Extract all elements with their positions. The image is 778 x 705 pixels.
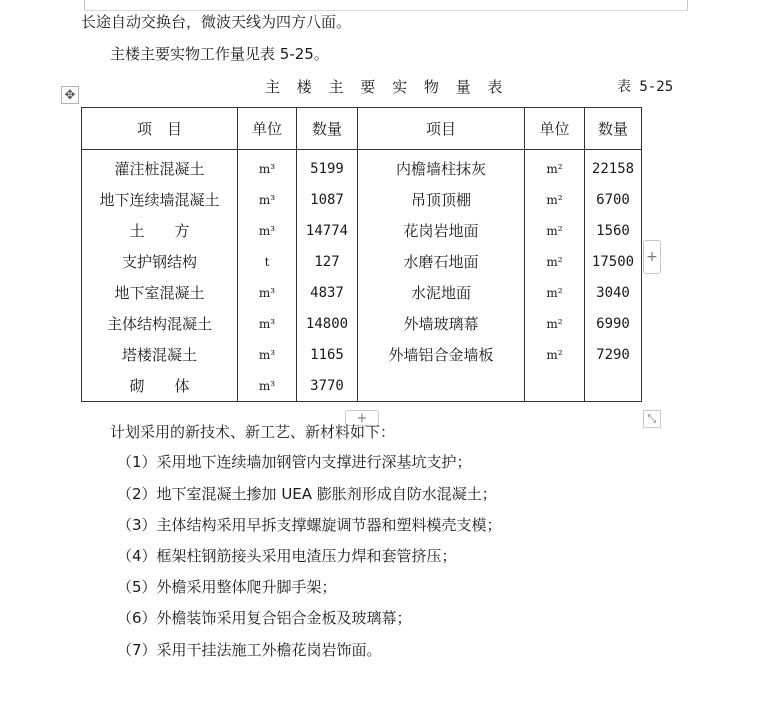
page-edge-right bbox=[687, 0, 688, 10]
cell-unit-left[interactable]: t bbox=[238, 246, 297, 277]
plan-item: （2）地下室混凝土掺加 UEA 膨胀剂形成自防水混凝土； bbox=[117, 485, 497, 503]
cell-item-left[interactable]: 地下室混凝土 bbox=[82, 277, 238, 308]
cell-qty-left[interactable]: 127 bbox=[297, 246, 358, 277]
cell-item-right[interactable]: 吊顶顶棚 bbox=[358, 184, 525, 215]
cell-qty-left[interactable]: 14774 bbox=[297, 215, 358, 246]
plan-item: （5）外檐采用整体爬升脚手架； bbox=[117, 578, 337, 596]
header-item-2[interactable]: 项目 bbox=[358, 108, 525, 150]
cell-unit-left[interactable]: m³ bbox=[238, 277, 297, 308]
cell-unit-right[interactable]: m² bbox=[525, 308, 585, 339]
cell-unit-left[interactable]: m³ bbox=[238, 215, 297, 246]
plan-item: （6）外檐装饰采用复合铝合金板及玻璃幕； bbox=[117, 609, 412, 627]
cell-qty-right[interactable]: 22158 bbox=[585, 150, 642, 185]
table-row bbox=[82, 150, 642, 185]
cell-unit-right[interactable]: m² bbox=[525, 246, 585, 277]
cell-qty-left[interactable]: 1165 bbox=[297, 339, 358, 370]
cell-item-left[interactable]: 土 方 bbox=[82, 215, 238, 246]
plan-item: （3）主体结构采用早拆支撑螺旋调节器和塑料模壳支模； bbox=[117, 516, 502, 534]
cell-qty-right[interactable]: 6700 bbox=[585, 184, 642, 215]
header-unit-1[interactable]: 单位 bbox=[238, 108, 297, 150]
table-row bbox=[82, 215, 642, 246]
cell-qty-right[interactable] bbox=[585, 370, 642, 402]
table-row bbox=[82, 370, 642, 402]
previous-paragraph-line: 长途自动交换台，微波天线为四方八面。 bbox=[81, 13, 352, 31]
cell-qty-right[interactable]: 1560 bbox=[585, 215, 642, 246]
header-unit-2[interactable]: 单位 bbox=[525, 108, 585, 150]
cell-qty-left[interactable]: 14800 bbox=[297, 308, 358, 339]
add-row-button[interactable]: + bbox=[345, 410, 379, 426]
cell-unit-right[interactable]: m² bbox=[525, 184, 585, 215]
cell-qty-left[interactable]: 1087 bbox=[297, 184, 358, 215]
cell-item-right[interactable]: 外墙玻璃幕 bbox=[358, 308, 525, 339]
table-caption-number: 表 5-25 bbox=[617, 79, 674, 95]
cell-unit-left[interactable]: m³ bbox=[238, 184, 297, 215]
plan-intro-paragraph: 计划采用的新技术、新工艺、新材料如下： bbox=[110, 423, 396, 441]
header-qty-2[interactable]: 数量 bbox=[585, 108, 642, 150]
header-item-1[interactable]: 项 目 bbox=[82, 108, 238, 150]
table-row bbox=[82, 246, 642, 277]
table-header-row bbox=[82, 108, 642, 150]
cell-qty-right[interactable]: 6990 bbox=[585, 308, 642, 339]
cell-item-right[interactable]: 水泥地面 bbox=[358, 277, 525, 308]
cell-item-right[interactable] bbox=[358, 370, 525, 402]
cell-item-left[interactable]: 塔楼混凝土 bbox=[82, 339, 238, 370]
cell-unit-right[interactable]: m² bbox=[525, 150, 585, 185]
cell-unit-right[interactable]: m² bbox=[525, 339, 585, 370]
cell-item-right[interactable]: 外墙铝合金墙板 bbox=[358, 339, 525, 370]
table-row bbox=[82, 277, 642, 308]
cell-item-left[interactable]: 地下连续墙混凝土 bbox=[82, 184, 238, 215]
cell-unit-left[interactable]: m³ bbox=[238, 150, 297, 185]
cell-item-left[interactable]: 主体结构混凝土 bbox=[82, 308, 238, 339]
table-move-handle-icon[interactable]: ✥ bbox=[61, 86, 79, 104]
plan-item: （4）框架柱钢筋接头采用电渣压力焊和套管挤压； bbox=[117, 547, 457, 565]
add-column-button[interactable]: + bbox=[643, 240, 661, 274]
cell-unit-right[interactable]: m² bbox=[525, 277, 585, 308]
table-row bbox=[82, 308, 642, 339]
cell-item-right[interactable]: 水磨石地面 bbox=[358, 246, 525, 277]
plan-item: （7）采用干挂法施工外檐花岗岩饰面。 bbox=[117, 641, 382, 659]
cell-qty-right[interactable]: 7290 bbox=[585, 339, 642, 370]
cell-qty-left[interactable]: 5199 bbox=[297, 150, 358, 185]
cell-unit-right[interactable]: m² bbox=[525, 215, 585, 246]
cell-unit-left[interactable]: m³ bbox=[238, 339, 297, 370]
table-resize-handle-icon[interactable]: ⤡ bbox=[643, 410, 661, 428]
cell-qty-left[interactable]: 3770 bbox=[297, 370, 358, 402]
quantity-table bbox=[81, 107, 642, 402]
cell-unit-left[interactable]: m³ bbox=[238, 308, 297, 339]
page-edge-top bbox=[84, 10, 688, 11]
cell-qty-left[interactable]: 4837 bbox=[297, 277, 358, 308]
plan-item: （1）采用地下连续墙加钢管内支撑进行深基坑支护； bbox=[117, 453, 472, 471]
table-row bbox=[82, 339, 642, 370]
cell-item-left[interactable]: 支护钢结构 bbox=[82, 246, 238, 277]
cell-unit-right[interactable] bbox=[525, 370, 585, 402]
page-edge-left bbox=[84, 0, 85, 10]
cell-item-left[interactable]: 砌 体 bbox=[82, 370, 238, 402]
quantity-table-container bbox=[81, 107, 642, 402]
table-caption-title: 主 楼 主 要 实 物 量 表 bbox=[265, 78, 509, 96]
cell-item-right[interactable]: 内檐墙柱抹灰 bbox=[358, 150, 525, 185]
cell-item-left[interactable]: 灌注桩混凝土 bbox=[82, 150, 238, 185]
table-row bbox=[82, 184, 642, 215]
cell-qty-right[interactable]: 3040 bbox=[585, 277, 642, 308]
cell-qty-right[interactable]: 17500 bbox=[585, 246, 642, 277]
header-qty-1[interactable]: 数量 bbox=[297, 108, 358, 150]
intro-paragraph: 主楼主要实物工作量见表 5-25。 bbox=[110, 45, 329, 63]
cell-item-right[interactable]: 花岗岩地面 bbox=[358, 215, 525, 246]
cell-unit-left[interactable]: m³ bbox=[238, 370, 297, 402]
